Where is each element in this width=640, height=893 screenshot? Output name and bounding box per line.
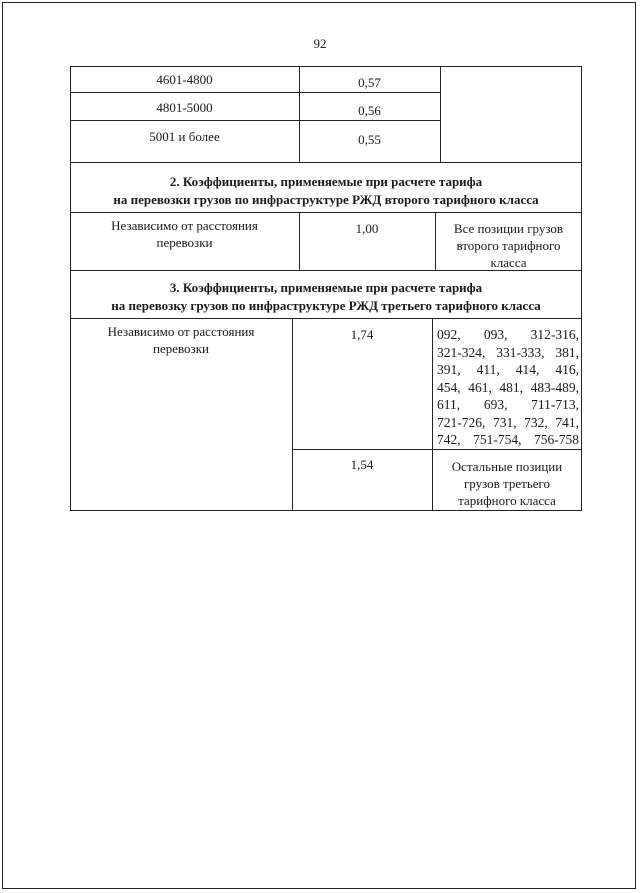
cargo-position-code: 093, (483, 327, 508, 342)
column-divider (440, 66, 441, 162)
section-3-subtitle: на перевозку грузов по инфраструктуре РЖД третьего тарифного класса (111, 298, 541, 313)
cargo-positions-line (437, 361, 579, 379)
section-divider (70, 318, 582, 319)
section-2-subtitle: на перевозки грузов по инфраструктуре РЖД второго тарифного класса (113, 192, 539, 207)
cargo-positions: второго тарифного (456, 238, 561, 253)
cargo-positions-line (437, 379, 579, 397)
coefficient-value: 0,56 (358, 103, 381, 118)
distance-condition: Независимо от расстояния (111, 218, 258, 233)
cargo-position-code: 721-726, (437, 414, 486, 430)
table-border-top (70, 66, 582, 67)
cargo-position-code: 414, (515, 362, 540, 377)
section-3-title: 3. Коэффициенты, применяемые при расчете тарифа (169, 280, 483, 295)
cargo-position-code: 381, (555, 344, 579, 360)
row-divider (70, 92, 440, 93)
row-divider (70, 120, 440, 121)
section-divider (70, 212, 582, 213)
distance-range: 4601-4800 (156, 72, 213, 87)
coefficient-value: 0,55 (358, 132, 381, 147)
cargo-position-code: 741, (555, 414, 579, 430)
cargo-position-code: 742, (437, 432, 461, 447)
cargo-position-code: 751-754, (473, 432, 522, 447)
section-divider (70, 162, 582, 163)
cargo-position-code: 411, (476, 362, 500, 377)
cargo-positions: грузов третьего (463, 476, 551, 491)
cargo-position-code: 693, (483, 397, 508, 412)
cargo-positions: Все позиции грузов (453, 221, 564, 236)
cargo-positions-line (437, 344, 579, 362)
cargo-position-code: 711-713, (531, 397, 579, 412)
cargo-position-code: 756-758 (534, 432, 579, 447)
coefficient-value: 1,00 (355, 221, 379, 236)
cargo-position-code: 391, (437, 362, 461, 377)
distance-range: 5001 и более (149, 129, 220, 144)
section-2-title: 2. Коэффициенты, применяемые при расчете тарифа (169, 174, 483, 189)
cargo-position-code: 416, (555, 362, 579, 377)
cargo-position-code: 312-316, (530, 327, 579, 342)
cargo-positions-line (437, 414, 579, 432)
distance-condition: перевозки (156, 235, 213, 250)
coefficients-table (70, 66, 582, 511)
cargo-position-code: 731, (492, 414, 517, 430)
cargo-position-code: 321-324, (437, 344, 486, 360)
cargo-positions-line (437, 431, 579, 449)
page-number: 92 (313, 36, 327, 51)
coefficient-value: 1,74 (350, 327, 374, 342)
cargo-position-code: 483-489, (530, 379, 579, 395)
cargo-positions-list (437, 326, 579, 449)
cargo-position-code: 732, (524, 414, 548, 430)
distance-range: 4801-5000 (156, 100, 213, 115)
cargo-position-code: 481, (499, 379, 524, 395)
cargo-positions: Остальные позиции (451, 459, 563, 474)
cargo-positions: тарифного класса (458, 493, 556, 508)
cargo-position-code: 092, (437, 327, 461, 342)
distance-condition: Независимо от расстояния (107, 324, 255, 339)
cargo-position-code: 611, (437, 397, 461, 412)
cargo-position-code: 331-333, (496, 344, 545, 360)
cargo-position-code: 454, (437, 379, 461, 395)
cargo-positions: класса (490, 255, 527, 270)
cargo-positions-line (437, 396, 579, 414)
row-divider (292, 449, 582, 450)
column-divider (292, 318, 293, 511)
coefficient-value: 1,54 (350, 457, 374, 472)
cargo-positions-line (437, 326, 579, 344)
coefficient-value: 0,57 (358, 75, 381, 90)
distance-condition: перевозки (153, 341, 209, 356)
table-border-bottom (70, 510, 582, 511)
cargo-position-code: 461, (468, 379, 492, 395)
